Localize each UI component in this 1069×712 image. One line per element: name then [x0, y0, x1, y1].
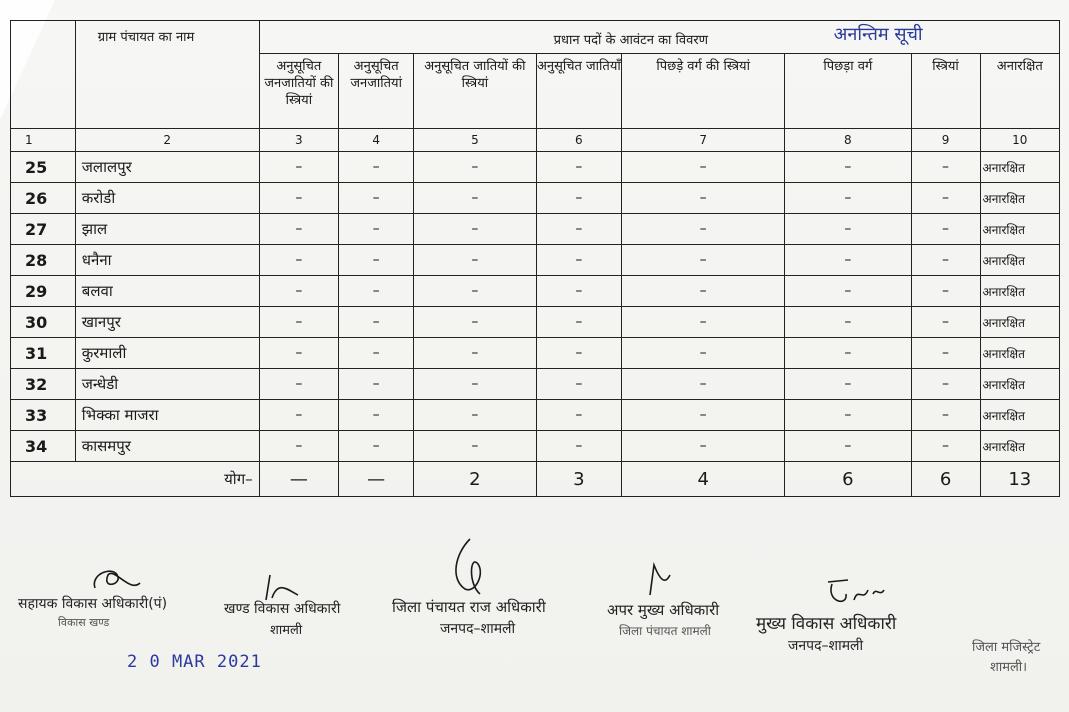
row-panchayat-name: धनैना [75, 245, 259, 276]
list-status-handwritten: अनन्तिम सूची [833, 24, 923, 45]
row-dash-cell: – [785, 245, 911, 276]
row-dash-cell: – [536, 245, 622, 276]
row-dash-cell: – [414, 214, 536, 245]
row-reservation-status: अनारक्षित [980, 431, 1059, 462]
sig4-line1: अपर मुख्य अधिकारी [607, 601, 720, 619]
total-value-col-3: — [259, 462, 338, 497]
total-value-col-10: 13 [980, 462, 1059, 497]
table-row [11, 431, 1060, 462]
row-dash-cell: – [536, 152, 622, 183]
signature-scribble-5 [818, 572, 888, 612]
row-dash-cell: – [785, 431, 911, 462]
row-dash-cell: – [339, 152, 414, 183]
row-dash-cell: – [536, 276, 622, 307]
row-serial-number: 29 [11, 276, 76, 307]
header-col-8: पिछड़ा वर्ग [785, 54, 911, 129]
row-dash-cell: – [911, 369, 980, 400]
row-serial-number: 32 [11, 369, 76, 400]
column-number-4: 4 [339, 129, 414, 152]
row-dash-cell: – [622, 152, 785, 183]
header-allocation-title [259, 21, 1059, 54]
totals-label: योग– [11, 462, 260, 497]
column-number-1: 1 [11, 129, 76, 152]
header-col-7: पिछड़े वर्ग की स्त्रियां [622, 54, 785, 129]
sig5-line1: मुख्य विकास अधिकारी [756, 614, 897, 634]
row-dash-cell: – [622, 307, 785, 338]
signature-scribble-3 [440, 534, 500, 599]
sig4-line2: जिला पंचायत शामली [619, 624, 711, 638]
row-reservation-status: अनारक्षित [980, 400, 1059, 431]
row-dash-cell: – [414, 307, 536, 338]
sig3-line2: जनपद–शामली [440, 621, 516, 637]
row-dash-cell: – [414, 245, 536, 276]
sig6-line1: जिला मजिस्ट्रेट [972, 640, 1041, 655]
row-dash-cell: – [785, 214, 911, 245]
row-dash-cell: – [622, 431, 785, 462]
row-dash-cell: – [536, 369, 622, 400]
header-col-5: अनुसूचित जातियों की स्त्रियां [414, 54, 536, 129]
row-dash-cell: – [339, 369, 414, 400]
row-panchayat-name: बलवा [75, 276, 259, 307]
signature-scribble-4 [640, 560, 680, 600]
row-dash-cell: – [414, 276, 536, 307]
signature-assistant-development-officer [18, 594, 167, 630]
column-number-5: 5 [414, 129, 536, 152]
row-dash-cell: – [622, 214, 785, 245]
table-row [11, 338, 1060, 369]
row-dash-cell: – [911, 431, 980, 462]
row-dash-cell: – [622, 338, 785, 369]
row-dash-cell: – [259, 183, 338, 214]
row-dash-cell: – [259, 276, 338, 307]
total-value-col-8: 6 [785, 462, 911, 497]
row-panchayat-name: करोडी [75, 183, 259, 214]
sig6-line2: शामली। [990, 660, 1028, 675]
row-dash-cell: – [339, 307, 414, 338]
row-dash-cell: – [785, 152, 911, 183]
signature-additional-chief-officer [607, 600, 719, 639]
row-dash-cell: – [259, 307, 338, 338]
total-value-col-7: 4 [622, 462, 785, 497]
row-dash-cell: – [536, 307, 622, 338]
header-col-9: स्त्रियां [911, 54, 980, 129]
table-row [11, 276, 1060, 307]
row-dash-cell: – [785, 338, 911, 369]
table-row [11, 214, 1060, 245]
header-col-4: अनुसूचित जनजातियां [339, 54, 414, 129]
row-dash-cell: – [622, 369, 785, 400]
table-row [11, 245, 1060, 276]
row-reservation-status: अनारक्षित [980, 214, 1059, 245]
signature-district-panchayat-raj-officer [392, 597, 546, 638]
total-value-col-5: 2 [414, 462, 536, 497]
row-dash-cell: – [339, 214, 414, 245]
row-dash-cell: – [414, 431, 536, 462]
column-number-9: 9 [911, 129, 980, 152]
row-dash-cell: – [911, 307, 980, 338]
row-dash-cell: – [259, 214, 338, 245]
sig2-line2: शामली [270, 623, 303, 638]
row-reservation-status: अनारक्षित [980, 152, 1059, 183]
total-value-col-6: 3 [536, 462, 622, 497]
column-number-7: 7 [622, 129, 785, 152]
row-dash-cell: – [622, 276, 785, 307]
sig1-line1: सहायक विकास अधिकारी(पं) [18, 596, 168, 612]
header-sn [11, 21, 76, 129]
header-col-6: अनुसूचित जातियॉं [536, 54, 622, 129]
row-dash-cell: – [622, 183, 785, 214]
row-dash-cell: – [414, 183, 536, 214]
row-dash-cell: – [259, 338, 338, 369]
sig1-line2: विकास खण्ड [58, 616, 110, 629]
row-dash-cell: – [785, 276, 911, 307]
row-dash-cell: – [414, 338, 536, 369]
signature-chief-development-officer [756, 611, 896, 655]
column-number-6: 6 [536, 129, 622, 152]
sig2-line1: खण्ड विकास अधिकारी [224, 601, 341, 617]
column-number-10: 10 [980, 129, 1059, 152]
row-dash-cell: – [414, 369, 536, 400]
row-dash-cell: – [259, 369, 338, 400]
signature-district-magistrate [972, 637, 1040, 675]
row-dash-cell: – [536, 400, 622, 431]
sig3-line1: जिला पंचायत राज अधिकारी [392, 598, 546, 616]
row-dash-cell: – [911, 338, 980, 369]
row-dash-cell: – [622, 400, 785, 431]
row-serial-number: 30 [11, 307, 76, 338]
table-row [11, 183, 1060, 214]
row-panchayat-name: कुरमाली [75, 338, 259, 369]
row-dash-cell: – [339, 400, 414, 431]
row-dash-cell: – [414, 400, 536, 431]
row-panchayat-name: जलालपुर [75, 152, 259, 183]
row-dash-cell: – [911, 245, 980, 276]
row-panchayat-name: भिक्का माजरा [75, 400, 259, 431]
column-number-2: 2 [75, 129, 259, 152]
row-dash-cell: – [536, 183, 622, 214]
row-dash-cell: – [414, 152, 536, 183]
row-serial-number: 27 [11, 214, 76, 245]
row-dash-cell: – [259, 245, 338, 276]
row-dash-cell: – [536, 214, 622, 245]
row-reservation-status: अनारक्षित [980, 276, 1059, 307]
row-dash-cell: – [911, 400, 980, 431]
row-dash-cell: – [339, 276, 414, 307]
row-dash-cell: – [911, 214, 980, 245]
row-dash-cell: – [339, 338, 414, 369]
row-panchayat-name: झाल [75, 214, 259, 245]
date-stamp: 2 0 MAR 2021 [127, 652, 262, 672]
row-dash-cell: – [536, 338, 622, 369]
total-value-col-4: — [339, 462, 414, 497]
row-dash-cell: – [259, 400, 338, 431]
row-reservation-status: अनारक्षित [980, 338, 1059, 369]
row-panchayat-name: कासमपुर [75, 431, 259, 462]
row-serial-number: 34 [11, 431, 76, 462]
column-number-8: 8 [785, 129, 911, 152]
row-panchayat-name: खानपुर [75, 307, 259, 338]
row-serial-number: 26 [11, 183, 76, 214]
row-dash-cell: – [911, 183, 980, 214]
row-reservation-status: अनारक्षित [980, 369, 1059, 400]
row-dash-cell: – [622, 245, 785, 276]
allocation-table [10, 20, 1060, 497]
row-serial-number: 28 [11, 245, 76, 276]
sig5-line2: जनपद–शामली [788, 638, 864, 654]
row-dash-cell: – [785, 369, 911, 400]
signature-block-development-officer [224, 599, 340, 638]
header-col-10: अनारक्षित [980, 54, 1059, 129]
table-row [11, 307, 1060, 338]
row-serial-number: 31 [11, 338, 76, 369]
row-dash-cell: – [259, 152, 338, 183]
row-dash-cell: – [339, 183, 414, 214]
row-dash-cell: – [339, 431, 414, 462]
row-dash-cell: – [785, 400, 911, 431]
row-dash-cell: – [911, 276, 980, 307]
allocation-title: प्रधान पदों के आवंटन का विवरण [553, 33, 709, 48]
header-col-3: अनुसूचित जनजातियों की स्त्रियां [259, 54, 338, 129]
row-serial-number: 33 [11, 400, 76, 431]
row-dash-cell: – [911, 152, 980, 183]
row-dash-cell: – [785, 183, 911, 214]
row-dash-cell: – [785, 307, 911, 338]
column-number-3: 3 [259, 129, 338, 152]
table-row [11, 152, 1060, 183]
table-row [11, 400, 1060, 431]
total-value-col-9: 6 [911, 462, 980, 497]
row-serial-number: 25 [11, 152, 76, 183]
row-dash-cell: – [259, 431, 338, 462]
row-panchayat-name: जन्धेडी [75, 369, 259, 400]
table-row [11, 369, 1060, 400]
row-reservation-status: अनारक्षित [980, 307, 1059, 338]
header-gram-panchayat-name: ग्राम पंचायत का नाम [75, 21, 259, 129]
row-dash-cell: – [536, 431, 622, 462]
totals-row [11, 462, 1060, 497]
row-reservation-status: अनारक्षित [980, 183, 1059, 214]
row-dash-cell: – [339, 245, 414, 276]
row-reservation-status: अनारक्षित [980, 245, 1059, 276]
